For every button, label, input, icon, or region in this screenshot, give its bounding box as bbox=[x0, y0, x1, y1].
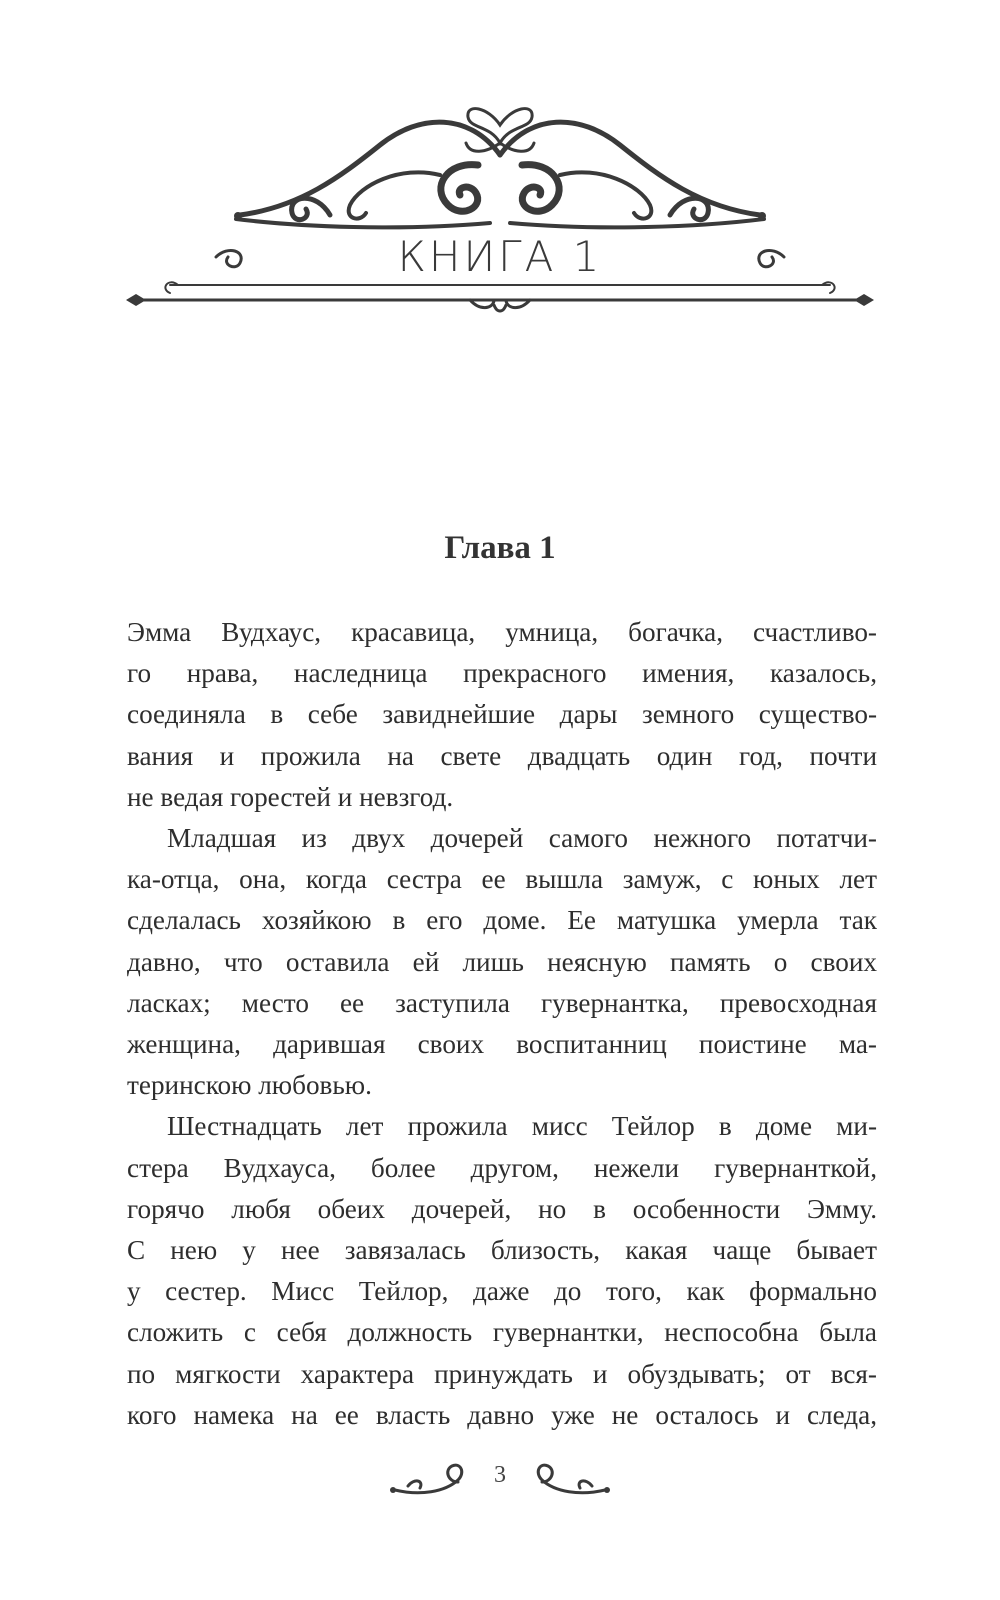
curl-left-outer bbox=[292, 198, 330, 219]
text-line: го нрава, наследница прекрасного имения, казалось, bbox=[127, 658, 877, 689]
paragraph-1 bbox=[127, 612, 877, 818]
swirl-right-2 bbox=[560, 172, 651, 218]
text-line: ласках; место ее заступила гувернантка, превосходная bbox=[127, 987, 877, 1018]
page-number: 3 bbox=[494, 1462, 506, 1488]
rule-diamond-left bbox=[126, 294, 146, 306]
rule-curl-left bbox=[165, 282, 178, 293]
text-line: Шестнадцать лет прожила мисс Тейлор в доме ми- bbox=[167, 1111, 877, 1142]
swoop-end-right bbox=[758, 212, 766, 220]
text-line: теринскою любовью. bbox=[127, 1070, 372, 1101]
text-line: горячо любя обеих дочерей, но в особенности Эмму. bbox=[127, 1193, 877, 1224]
text-line: Младшая из двух дочерей самого нежного потатчи- bbox=[167, 823, 877, 854]
text-line: ка-отца, она, когда сестра ее вышла замуж, с юных лет bbox=[127, 864, 877, 895]
paragraph-3 bbox=[127, 1106, 877, 1436]
book-title: КНИГА 1 bbox=[397, 232, 603, 281]
under-swoop-right bbox=[510, 219, 764, 227]
rule-curl-right bbox=[822, 282, 835, 293]
body-text bbox=[127, 612, 877, 1436]
chapter-title: Глава 1 bbox=[444, 530, 556, 566]
text-line: вания и прожила на свете двадцать один год, почти bbox=[127, 740, 877, 771]
swirl-left-2 bbox=[349, 172, 440, 218]
rule-diamond-right bbox=[854, 294, 874, 306]
text-line: кого намека на ее власть давно уже не осталось и следа, bbox=[127, 1399, 877, 1430]
text-line: сложить с себя должность гувернантки, неспособна была bbox=[127, 1317, 877, 1348]
text-line: не ведая горестей и невзгод. bbox=[127, 781, 454, 812]
text-line: давно, что оставила ей лишь неясную память о своих bbox=[127, 946, 877, 977]
crest-heart-outline bbox=[468, 109, 532, 143]
under-swoop-left bbox=[236, 219, 490, 227]
text-line: стера Вудхауса, более другом, нежели гувернанткой, bbox=[127, 1152, 877, 1183]
paragraph-2 bbox=[127, 818, 877, 1106]
swirl-right-1 bbox=[522, 165, 559, 212]
text-line: сделалась хозяйкою в его доме. Ее матушка умерла так bbox=[127, 905, 877, 936]
curl-right-outer bbox=[670, 198, 708, 219]
swirl-left-1 bbox=[441, 165, 478, 212]
text-line: по мягкости характера принуждать и обуздывать; от вся- bbox=[127, 1358, 877, 1389]
text-line: соединяла в себе завиднейшие дары земного существо- bbox=[127, 699, 877, 730]
text-line: у сестер. Мисс Тейлор, даже до того, как формально bbox=[127, 1276, 877, 1307]
swoop-end-left bbox=[234, 212, 242, 220]
text-line: С нею у нее завязалась близость, какая чаще бывает bbox=[127, 1235, 877, 1266]
text-line: Эмма Вудхаус, красавица, умница, богачка, счастливо- bbox=[127, 617, 877, 647]
header-ornament bbox=[0, 95, 1000, 330]
text-line: женщина, дарившая своих воспитанниц поистине ма- bbox=[127, 1029, 877, 1060]
rule-center-ornament bbox=[470, 300, 530, 311]
